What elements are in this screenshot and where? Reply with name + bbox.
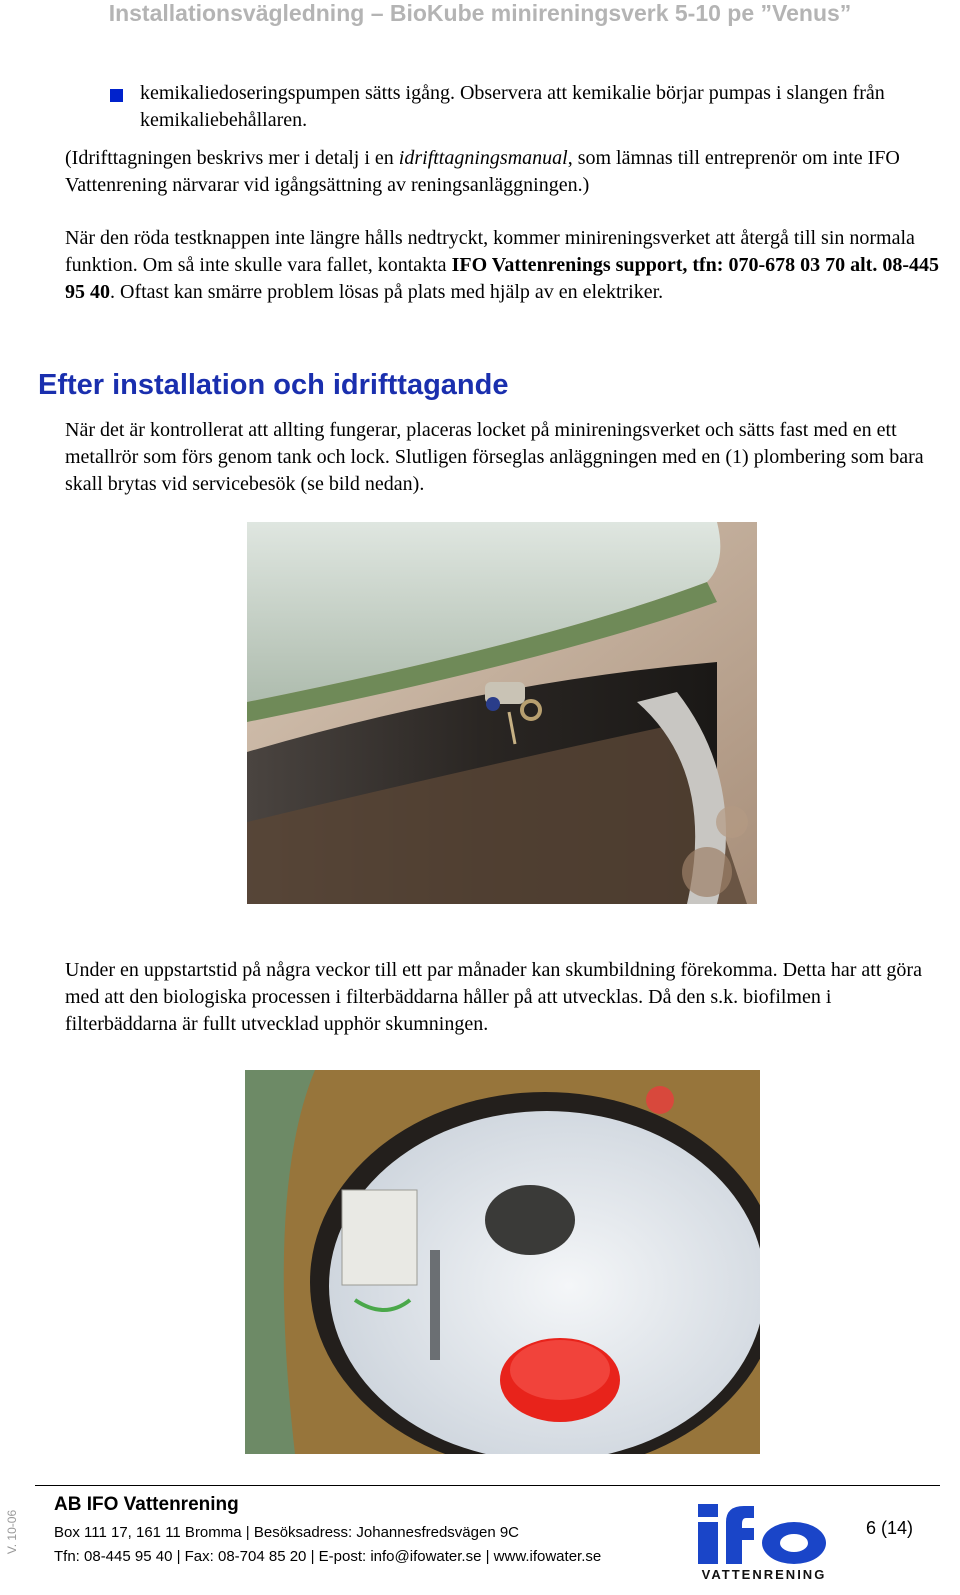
sealed-lid-illustration [247,522,757,904]
footer-divider [35,1485,940,1486]
para2-text-b: . Oftast kan smärre problem lösas på plats med hjälp av en elektriker. [110,281,664,303]
bullet-text: kemikaliedoseringspumpen sätts igång. Observera att kemikalie börjar pumpas i slangen från kemikaliebehållaren. [140,82,885,131]
support-contact: IFO Vattenrenings support, tfn: 070-678 03 70 alt. 08-445 95 40 [65,254,939,303]
paragraph-testbutton [65,225,945,306]
paragraph-manual-note [65,145,945,199]
section-heading: Efter installation och idrifttagande [38,369,509,401]
ifo-logo [694,1500,834,1592]
page-header-title: Installationsvägledning – BioKube minireningsverk 5-10 pe ”Venus” [108,0,852,26]
paragraph-after-installation: När det är kontrollerat att allting fungerar, placeras locket på minireningsverket och sätts fast med en ett metallrör som förs genom tank och lock. Slutligen förseglas anläggningen med en (1) plombering som bara skall brytas vid servicebesök (se bild nedan). [65,419,924,495]
footer-address: Box 111 17, 161 11 Bromma | Besöksadress: Johannesfredsvägen 9C [54,1524,519,1541]
photo-foam-tank [245,1070,760,1454]
para1-emphasis: idrifttagningsmanual [398,147,568,169]
version-label: V. 10-06 [5,1509,19,1555]
logo-wordmark: VATTENRENING [701,1567,827,1582]
para1-text-a: (Idrifttagningen beskrivs mer i detalj i en [65,147,399,169]
footer-company: AB IFO Vattenrening [54,1494,239,1515]
para1-text-b: , som lämnas till entreprenör om inte IFO Vattenrening närvarar vid igångsättning av reningsanläggningen.) [65,147,900,196]
footer-contact: Tfn: 08-445 95 40 | Fax: 08-704 85 20 | E-post: info@ifowater.se | www.ifowater.se [54,1548,602,1565]
foam-tank-illustration [245,1070,760,1454]
page-number: 6 (14) [866,1518,914,1538]
para2-text-a: När den röda testknappen inte längre hålls nedtryckt, kommer minireningsverket att återgå till sin normala funktion. Om så inte skulle vara fallet, kontakta [65,227,915,276]
photo-sealed-lid [247,522,757,904]
paragraph-foaming: Under en uppstartstid på några veckor till ett par månader kan skumbildning förekomma. Detta har att göra med att den biologiska processen i filterbäddarna håller på att utvecklas. Då den s.k. biofilmen i filterbäddarna är fullt utvecklad upphör skumningen. [65,959,922,1035]
ifo-logo-mark [694,1500,834,1566]
square-bullet-icon [110,89,123,102]
